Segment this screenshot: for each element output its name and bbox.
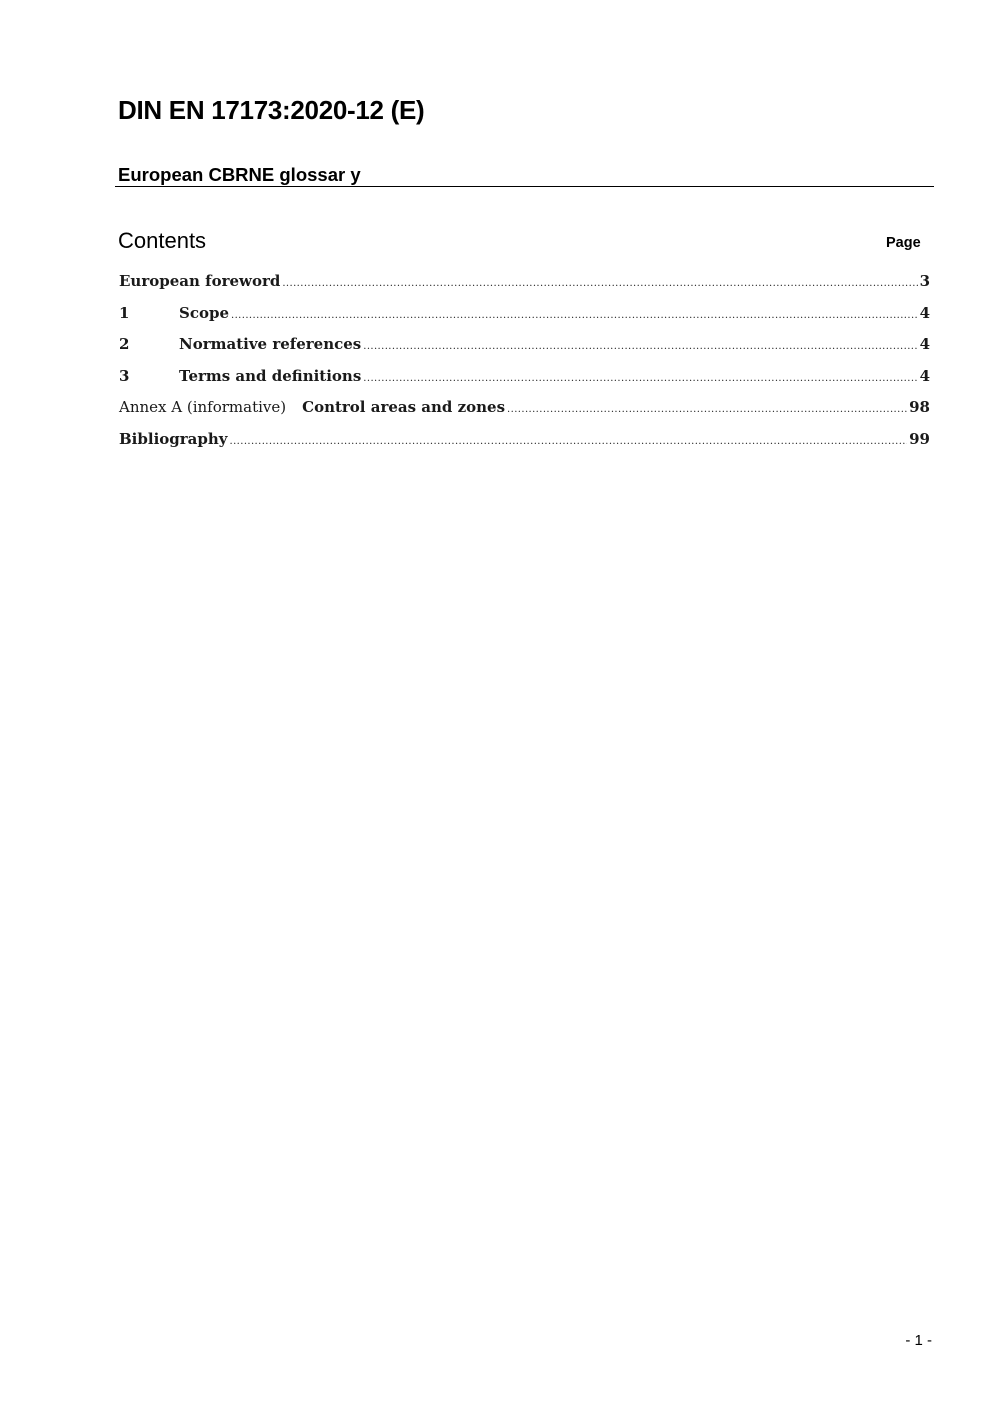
toc-entry-page: 4 bbox=[919, 366, 930, 385]
toc-entry-title: Bibliography bbox=[119, 429, 228, 448]
toc-entry-title: Normative references bbox=[179, 335, 362, 353]
toc-entry-page: 4 bbox=[919, 335, 930, 353]
toc-entry-number: 1 bbox=[119, 303, 130, 322]
title-underline bbox=[115, 186, 934, 187]
toc-dot-leader bbox=[282, 272, 917, 286]
page-column-label: Page bbox=[886, 235, 921, 251]
toc-dot-leader bbox=[231, 304, 918, 318]
toc-entry-title: Terms and definitions bbox=[179, 366, 362, 385]
toc-entry-terms-and-definitions[interactable] bbox=[119, 367, 930, 399]
table-of-contents bbox=[119, 272, 930, 461]
toc-entry-page: 3 bbox=[919, 272, 930, 290]
contents-heading: Contents bbox=[118, 228, 207, 253]
toc-dot-leader bbox=[363, 335, 917, 349]
toc-entry-title: Control areas and zones bbox=[302, 398, 506, 416]
document-id: DIN EN 17173:2020-12 (E) bbox=[118, 95, 425, 125]
toc-dot-leader bbox=[230, 430, 908, 444]
toc-entry-title: Scope bbox=[179, 303, 230, 322]
toc-entry-scope[interactable] bbox=[119, 304, 930, 336]
toc-dot-leader bbox=[507, 398, 907, 412]
toc-entry-annex-label: Annex A (informative) bbox=[119, 398, 287, 416]
toc-entry-european-foreword[interactable] bbox=[119, 272, 930, 304]
toc-entry-normative-references[interactable] bbox=[119, 335, 930, 367]
toc-entry-title: European foreword bbox=[119, 272, 281, 290]
toc-entry-page: 99 bbox=[909, 429, 930, 448]
document-title: European CBRNE glossar y bbox=[118, 164, 361, 185]
toc-entry-annex-a[interactable] bbox=[119, 398, 930, 430]
page-number: - 1 - bbox=[905, 1332, 932, 1349]
toc-entry-page: 98 bbox=[909, 398, 930, 416]
toc-dot-leader bbox=[363, 367, 917, 381]
toc-entry-bibliography[interactable] bbox=[119, 430, 930, 462]
toc-entry-number: 2 bbox=[119, 335, 130, 353]
toc-entry-number: 3 bbox=[119, 366, 130, 385]
toc-entry-page: 4 bbox=[919, 303, 930, 322]
